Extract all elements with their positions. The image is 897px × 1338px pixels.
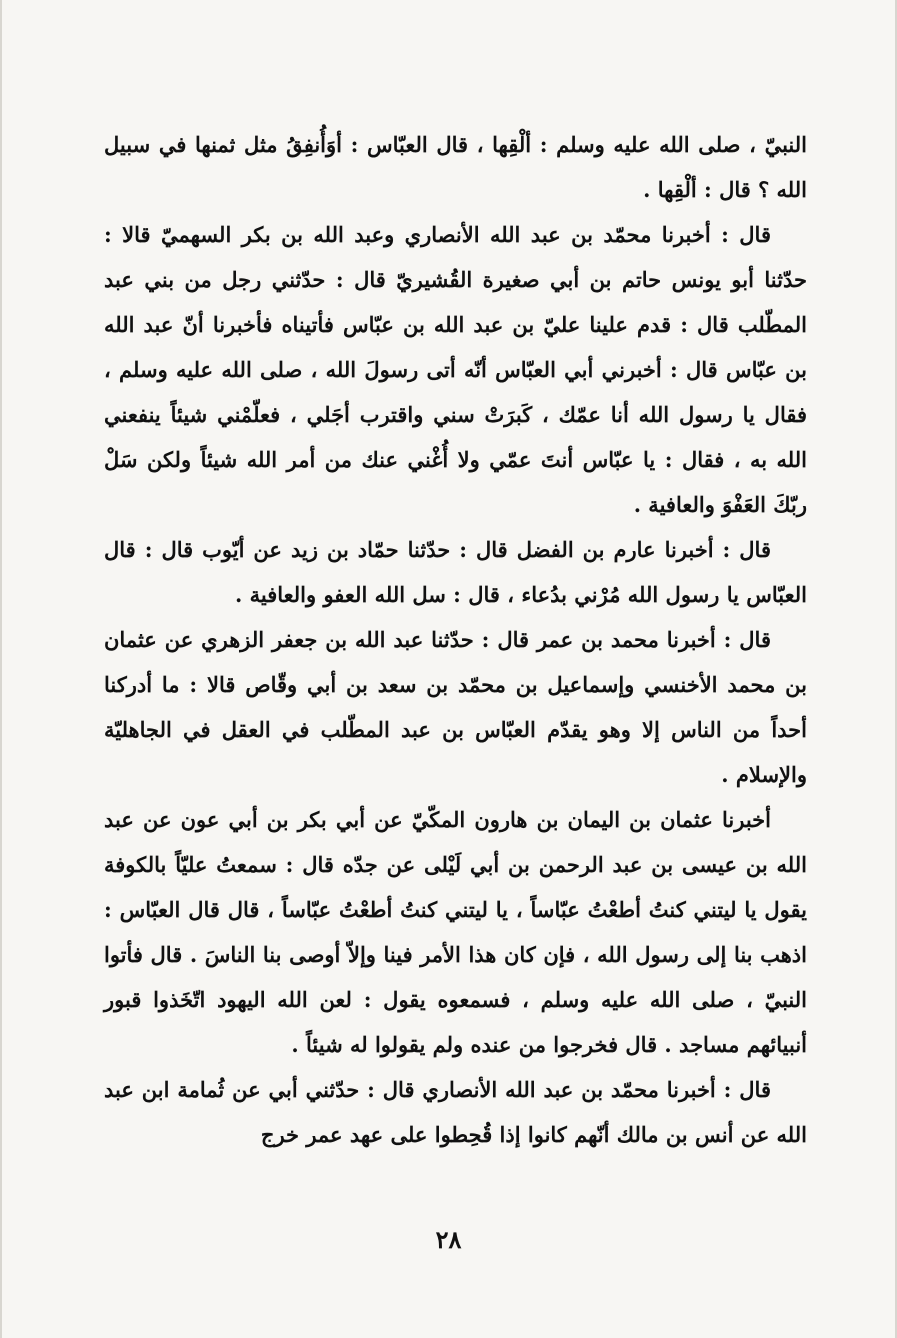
paragraph-3: قال : أخبرنا عارم بن الفضل قال : حدّثنا حمّاد بن زيد عن أيّوب قال : قال العبّاس يا رسول الله مُرْني بدُعاء ، قال : سل الله العفو والعافية . xyxy=(104,537,807,607)
main-text-block xyxy=(104,122,807,1157)
paragraph-4: قال : أخبرنا محمد بن عمر قال : حدّثنا عبد الله بن جعفر الزهري عن عثمان بن محمد الأخنسي وإسماعيل بن محمّد بن سعد بن أبي وقّاص قالا : ما أدركنا أحداً من الناس إلا وهو يقدّم العبّاس بن عبد المطّلب في العقل في الجاهليّة والإسلام . xyxy=(104,627,807,787)
paragraph-5: أخبرنا عثمان بن اليمان بن هارون المكّيّ عن أبي بكر بن أبي عون عن عبد الله بن عيسى بن عبد الرحمن بن أبي لَيْلى عن جدّه قال : سمعتُ عليّاً بالكوفة يقول يا ليتني كنتُ أطعْتُ عبّاساً ، يا ليتني كنتُ أطعْتُ عبّاساً ، قال قال العبّاس : اذهب بنا إلى رسول الله ، فإن كان هذا الأمر فينا وإلاّ أوصى بنا الناسَ . قال فأتوا النبيّ ، صلى الله عليه وسلم ، فسمعوه يقول : لعن الله اليهود اتّخَذوا قبور أنبيائهم مساجد . قال فخرجوا من عنده ولم يقولوا له شيئاً . xyxy=(104,807,807,1057)
scan-edge-left xyxy=(0,0,2,1338)
page-number: ٢٨ xyxy=(435,1225,462,1254)
paragraph-2: قال : أخبرنا محمّد بن عبد الله الأنصاري وعبد الله بن بكر السهميّ قالا : حدّثنا أبو يونس حاتم بن أبي صغيرة القُشيريّ قال : حدّثني رجل من بني عبد المطّلب قال : قدم علينا عليّ بن عبد الله بن عبّاس فأتيناه فأخبرنا أنّ عبد الله بن عبّاس قال : أخبرني أبي العبّاس أنّه أتى رسولَ الله ، صلى الله عليه وسلم ، فقال يا رسول الله أنا عمّك ، كَبرَتْ سني واقترب أجَلي ، فعلّمْني شيئاً ينفعني الله به ، فقال : يا عبّاس أنتَ عمّي ولا أُغْني عنك من أمر الله شيئاً ولكن سَلْ ربّكَ العَفْوَ والعافية . xyxy=(104,222,807,517)
paragraph-1: النبيّ ، صلى الله عليه وسلم : ألْقِها ، قال العبّاس : أوَأُنفِقُ مثل ثمنها في سبيل الله ؟ قال : ألْقِها . xyxy=(104,132,807,202)
paragraph-6: قال : أخبرنا محمّد بن عبد الله الأنصاري قال : حدّثني أبي عن ثُمامة ابن عبد الله عن أنس بن مالك أنّهم كانوا إذا قُحِطوا على عهد عمر خرج xyxy=(104,1077,807,1147)
